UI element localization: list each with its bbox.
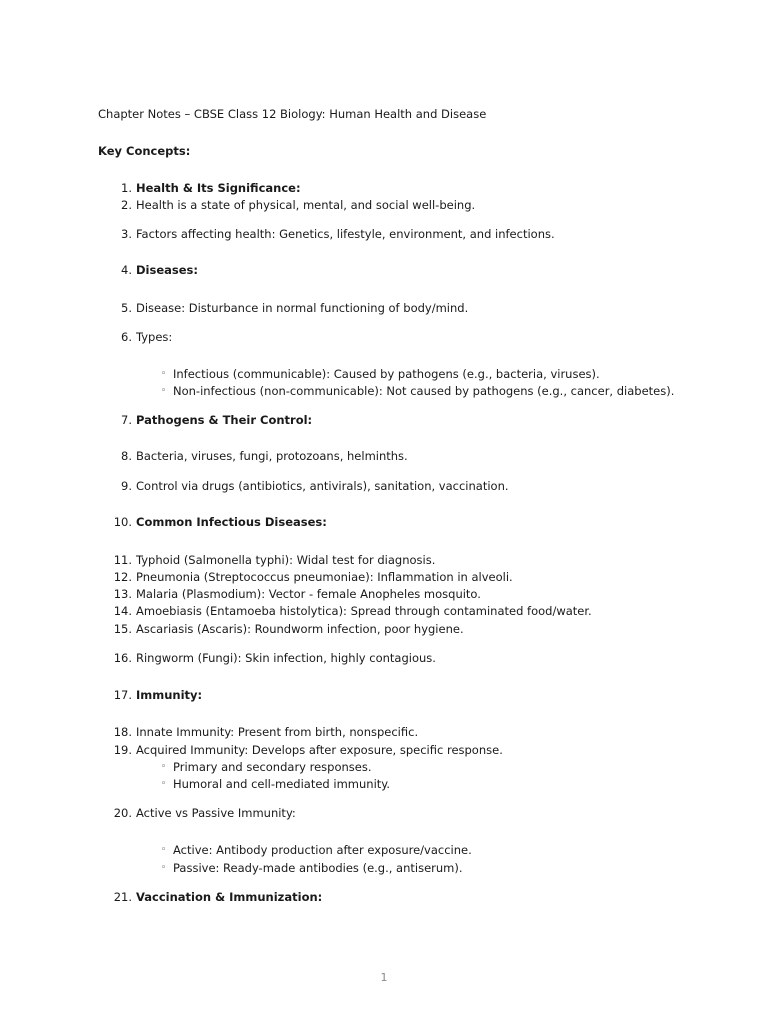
list-number: 10. bbox=[113, 515, 132, 529]
sub-list-item bbox=[161, 367, 600, 381]
list-item bbox=[121, 263, 198, 277]
sub-list-item bbox=[161, 861, 463, 875]
list-item-text: Pneumonia (Streptococcus pneumoniae): Inflammation in alveoli. bbox=[136, 570, 513, 584]
list-item bbox=[121, 413, 313, 427]
list-number: 1. bbox=[121, 181, 132, 195]
list-item bbox=[121, 198, 476, 212]
list-number: 3. bbox=[121, 227, 132, 241]
list-item-text: Common Infectious Diseases: bbox=[136, 515, 327, 529]
bullet-icon: ◦ bbox=[161, 845, 167, 855]
list-number: 15. bbox=[113, 622, 132, 636]
sub-list-item-text: Infectious (communicable): Caused by pathogens (e.g., bacteria, viruses). bbox=[173, 367, 600, 381]
list-number: 17. bbox=[113, 688, 132, 702]
list-item bbox=[113, 725, 419, 739]
list-item-text: Health & Its Significance: bbox=[136, 181, 301, 195]
list-number: 13. bbox=[113, 587, 132, 601]
sub-list-item-text: Non-infectious (non-communicable): Not caused by pathogens (e.g., cancer, diabetes). bbox=[173, 384, 675, 398]
list-item-text: Control via drugs (antibiotics, antivirals), sanitation, vaccination. bbox=[136, 479, 509, 493]
list-item bbox=[113, 570, 513, 584]
list-number: 20. bbox=[113, 806, 132, 820]
list-number: 11. bbox=[113, 553, 132, 567]
list-item bbox=[121, 479, 509, 493]
list-item bbox=[113, 651, 436, 665]
sub-list-item-text: Passive: Ready-made antibodies (e.g., antiserum). bbox=[173, 861, 463, 875]
list-number: 18. bbox=[113, 725, 132, 739]
list-item-text: Bacteria, viruses, fungi, protozoans, helminths. bbox=[136, 449, 408, 463]
list-number: 14. bbox=[113, 604, 132, 618]
sub-list-item bbox=[161, 777, 391, 791]
list-number: 6. bbox=[121, 330, 132, 344]
sub-list-item bbox=[161, 760, 372, 774]
list-item-text: Pathogens & Their Control: bbox=[136, 413, 313, 427]
list-item-text: Malaria (Plasmodium): Vector - female Anopheles mosquito. bbox=[136, 587, 481, 601]
list-number: 5. bbox=[121, 301, 132, 315]
bullet-icon: ◦ bbox=[161, 386, 167, 396]
list-number: 4. bbox=[121, 263, 132, 277]
list-item bbox=[121, 449, 408, 463]
list-number: 16. bbox=[113, 651, 132, 665]
list-number: 8. bbox=[121, 449, 132, 463]
list-item-text: Disease: Disturbance in normal functioning of body/mind. bbox=[136, 301, 469, 315]
list-item-text: Ascariasis (Ascaris): Roundworm infection, poor hygiene. bbox=[136, 622, 464, 636]
list-number: 21. bbox=[113, 890, 132, 904]
list-item-text: Diseases: bbox=[136, 263, 198, 277]
list-item-text: Immunity: bbox=[136, 688, 203, 702]
sub-list-item-text: Active: Antibody production after exposure/vaccine. bbox=[173, 843, 472, 857]
list-number: 2. bbox=[121, 198, 132, 212]
list-item bbox=[113, 587, 481, 601]
list-item bbox=[113, 806, 296, 820]
bullet-icon: ◦ bbox=[161, 762, 167, 772]
key-concepts-heading: Key Concepts: bbox=[98, 144, 191, 158]
list-item-text: Amoebiasis (Entamoeba histolytica): Spread through contaminated food/water. bbox=[136, 604, 592, 618]
sub-list-item-text: Primary and secondary responses. bbox=[173, 760, 372, 774]
list-item-text: Ringworm (Fungi): Skin infection, highly contagious. bbox=[136, 651, 436, 665]
list-item bbox=[121, 227, 555, 241]
list-item bbox=[113, 515, 327, 529]
list-item bbox=[121, 181, 301, 195]
list-item-text: Active vs Passive Immunity: bbox=[136, 806, 296, 820]
list-item-text: Types: bbox=[136, 330, 173, 344]
list-item bbox=[113, 553, 436, 567]
list-item bbox=[113, 743, 503, 757]
list-number: 12. bbox=[113, 570, 132, 584]
list-item-text: Factors affecting health: Genetics, lifestyle, environment, and infections. bbox=[136, 227, 555, 241]
bullet-icon: ◦ bbox=[161, 779, 167, 789]
document-title: Chapter Notes – CBSE Class 12 Biology: Human Health and Disease bbox=[98, 107, 487, 121]
sub-list-item bbox=[161, 843, 472, 857]
list-item bbox=[121, 301, 469, 315]
list-item bbox=[121, 330, 173, 344]
list-number: 19. bbox=[113, 743, 132, 757]
bullet-icon: ◦ bbox=[161, 369, 167, 379]
sub-list-item-text: Humoral and cell-mediated immunity. bbox=[173, 777, 391, 791]
list-item-text: Health is a state of physical, mental, and social well-being. bbox=[136, 198, 476, 212]
list-number: 7. bbox=[121, 413, 132, 427]
list-item bbox=[113, 688, 203, 702]
list-item-text: Vaccination & Immunization: bbox=[136, 890, 323, 904]
list-number: 9. bbox=[121, 479, 132, 493]
bullet-icon: ◦ bbox=[161, 863, 167, 873]
page-number: 1 bbox=[380, 971, 388, 984]
list-item-text: Typhoid (Salmonella typhi): Widal test for diagnosis. bbox=[136, 553, 436, 567]
list-item bbox=[113, 890, 323, 904]
list-item-text: Acquired Immunity: Develops after exposure, specific response. bbox=[136, 743, 503, 757]
list-item bbox=[113, 622, 464, 636]
sub-list-item bbox=[161, 384, 675, 398]
list-item bbox=[113, 604, 592, 618]
list-item-text: Innate Immunity: Present from birth, nonspecific. bbox=[136, 725, 419, 739]
